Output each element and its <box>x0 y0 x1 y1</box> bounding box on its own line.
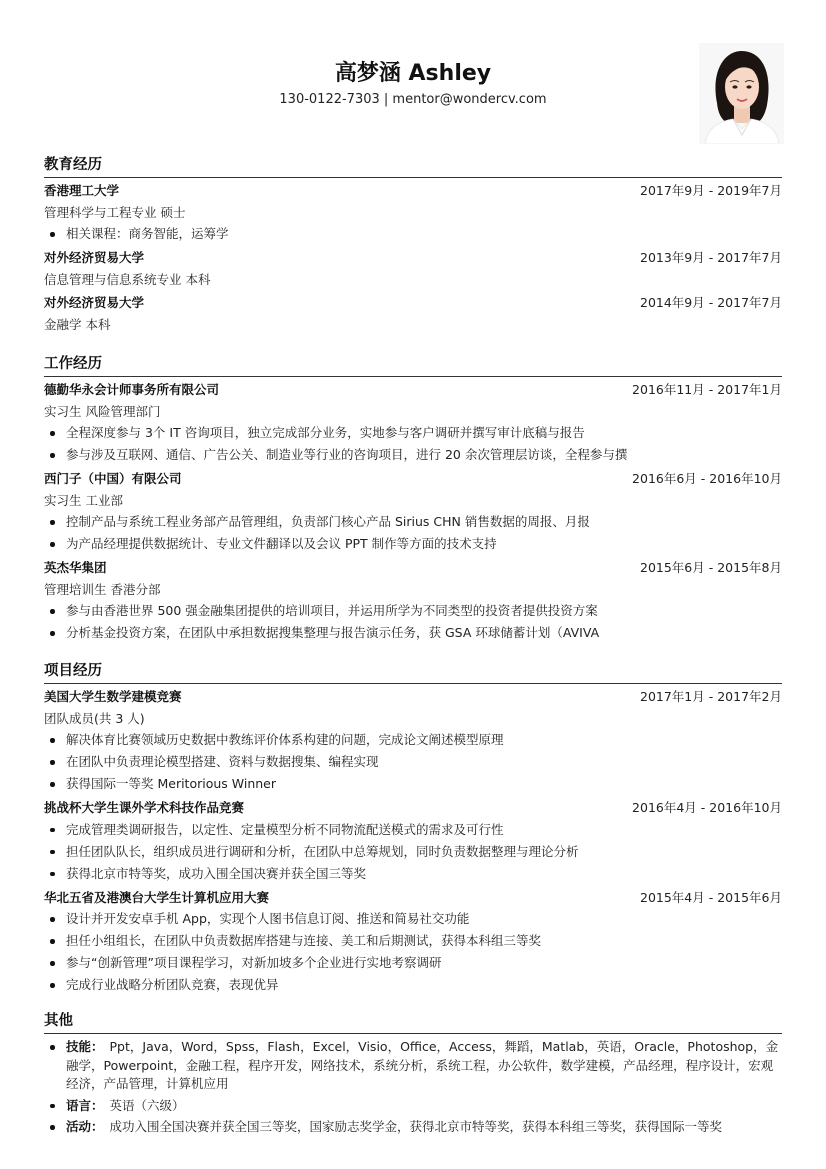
major: 金融学 本科 <box>44 316 111 332</box>
projects-title: 项目经历 <box>44 660 782 684</box>
other-section <box>44 1010 782 1137</box>
portrait-image <box>699 43 784 144</box>
bullet-item: 获得国际一等奖 Meritorious Winner <box>44 773 782 795</box>
project-name: 挑战杯大学生课外学术科技作品竞赛 <box>44 800 245 815</box>
school-name: 对外经济贸易大学 <box>44 295 145 310</box>
company-name: 德勤华永会计师事务所有限公司 <box>44 382 220 397</box>
bullet-item: 解决体育比赛领域历史数据中教练评价体系构建的问题，完成论文阐述模型原理 <box>44 729 782 751</box>
entry-date: 2017年9月 - 2019年7月 <box>640 183 782 198</box>
entry-date: 2014年9月 - 2017年7月 <box>640 295 782 310</box>
bullet-item: 在团队中负责理论模型搭建、资料与数据搜集、编程实现 <box>44 751 782 773</box>
education-entry <box>44 292 782 314</box>
projects-section <box>44 660 782 996</box>
work-bullets <box>44 511 782 555</box>
other-title: 其他 <box>44 1010 782 1034</box>
project-bullets <box>44 908 782 996</box>
activities-label: 活动： <box>66 1119 104 1134</box>
project-entry <box>44 797 782 819</box>
bullet-item: 参与由香港世界 500 强金融集团提供的培训项目，并运用所学为不同类型的投资者提供投资方案 <box>44 600 782 622</box>
education-entry <box>44 180 782 202</box>
project-bullets <box>44 819 782 885</box>
project-bullets <box>44 729 782 795</box>
major: 信息管理与信息系统专业 本科 <box>44 271 211 287</box>
bullet-item: 分析基金投资方案，在团队中承担数据搜集整理与报告演示任务，获 GSA 环球储蓄计划（AVIVA <box>44 622 782 644</box>
bullet-item: 相关课程：商务智能，运筹学 <box>44 223 782 245</box>
skills-item <box>44 1038 782 1094</box>
bullet-item: 全程深度参与 3个 IT 咨询项目，独立完成部分业务，实地参与客户调研并撰写审计底稿与报告 <box>44 422 782 444</box>
resume-header <box>0 0 826 160</box>
contact-info: 130-0122-7303 | mentor@wondercv.com <box>279 92 547 107</box>
bullet-item: 为产品经理提供数据统计、专业文件翻译以及会议 PPT 制作等方面的技术支持 <box>44 533 782 555</box>
entry-date: 2017年1月 - 2017年2月 <box>640 689 782 704</box>
work-entry <box>44 468 782 490</box>
job-role: 管理培训生 香港分部 <box>44 581 161 597</box>
project-role: 团队成员(共 3 人) <box>44 710 145 726</box>
entry-date: 2016年6月 - 2016年10月 <box>632 471 782 486</box>
project-name: 华北五省及港澳台大学生计算机应用大赛 <box>44 889 270 905</box>
job-role: 实习生 风险管理部门 <box>44 403 161 419</box>
profile-photo <box>699 43 784 144</box>
school-name: 对外经济贸易大学 <box>44 250 145 265</box>
project-entry <box>44 887 782 909</box>
work-section <box>44 353 782 644</box>
activities-item <box>44 1118 782 1137</box>
bullet-item: 完成管理类调研报告，以定性、定量模型分析不同物流配送模式的需求及可行性 <box>44 819 782 841</box>
other-bullets <box>44 1038 782 1137</box>
work-bullets <box>44 600 782 644</box>
bullet-item: 完成行业战略分析团队竞赛，表现优异 <box>44 974 782 996</box>
bullet-item: 担任小组组长，在团队中负责数据库搭建与连接、美工和后期测试，获得本科组三等奖 <box>44 930 782 952</box>
skills-label: 技能： <box>66 1039 104 1054</box>
project-entry <box>44 686 782 708</box>
work-title: 工作经历 <box>44 353 782 377</box>
bullet-item: 设计并开发安卓手机 App，实现个人图书信息订阅、推送和简易社交功能 <box>44 908 782 930</box>
entry-date: 2015年6月 - 2015年8月 <box>640 560 782 575</box>
entry-date: 2016年4月 - 2016年10月 <box>632 800 782 815</box>
project-name: 美国大学生数学建模竞赛 <box>44 689 182 704</box>
education-title: 教育经历 <box>44 154 782 178</box>
entry-date: 2013年9月 - 2017年7月 <box>640 250 782 265</box>
company-name: 英杰华集团 <box>44 560 107 575</box>
bullet-item: 参与涉及互联网、通信、广告公关、制造业等行业的咨询项目，进行 20 余次管理层访谈，全程参与撰 <box>44 444 782 466</box>
education-entry <box>44 247 782 269</box>
bullet-item: 控制产品与系统工程业务部产品管理组，负责部门核心产品 Sirius CHN 销售数据的周报、月报 <box>44 511 782 533</box>
education-section <box>44 154 782 335</box>
language-label: 语言： <box>66 1097 104 1113</box>
entry-date: 2015年4月 - 2015年6月 <box>640 889 782 905</box>
resume-content <box>44 150 782 1140</box>
bullet-item: 担任团队队长，组织成员进行调研和分析，在团队中总筹规划，同时负责数据整理与理论分析 <box>44 841 782 863</box>
skills-value: Ppt，Java，Word，Spss，Flash，Excel，Visio，Office，Access，舞蹈，Matlab，英语，Oracle，Photoshop，金融学，Powerpoint，金融工程，程序开发，网络技术，系统分析，系统工程，办公软件，数学建模，产品经理，程序设计，宏观经济，产品管理，计算机应用 <box>66 1039 779 1091</box>
language-value: 英语（六级） <box>109 1097 185 1113</box>
candidate-name: 高梦涵 Ashley <box>334 61 492 86</box>
job-role: 实习生 工业部 <box>44 492 123 508</box>
education-bullets <box>44 223 782 245</box>
bullet-item: 获得北京市特等奖，成功入围全国决赛并获全国三等奖 <box>44 863 782 885</box>
bullet-item: 参与“创新管理”项目课程学习，对新加坡多个企业进行实地考察调研 <box>44 952 782 974</box>
work-entry <box>44 379 782 401</box>
company-name: 西门子（中国）有限公司 <box>44 471 182 486</box>
major: 管理科学与工程专业 硕士 <box>44 204 186 220</box>
work-bullets <box>44 422 782 466</box>
entry-date: 2016年11月 - 2017年1月 <box>632 382 782 397</box>
activities-value: 成功入围全国决赛并获全国三等奖，国家励志奖学金，获得北京市特等奖，获得本科组三等奖，获得国际一等奖 <box>109 1119 723 1134</box>
language-item <box>44 1097 782 1116</box>
school-name: 香港理工大学 <box>44 183 120 198</box>
work-entry <box>44 557 782 579</box>
